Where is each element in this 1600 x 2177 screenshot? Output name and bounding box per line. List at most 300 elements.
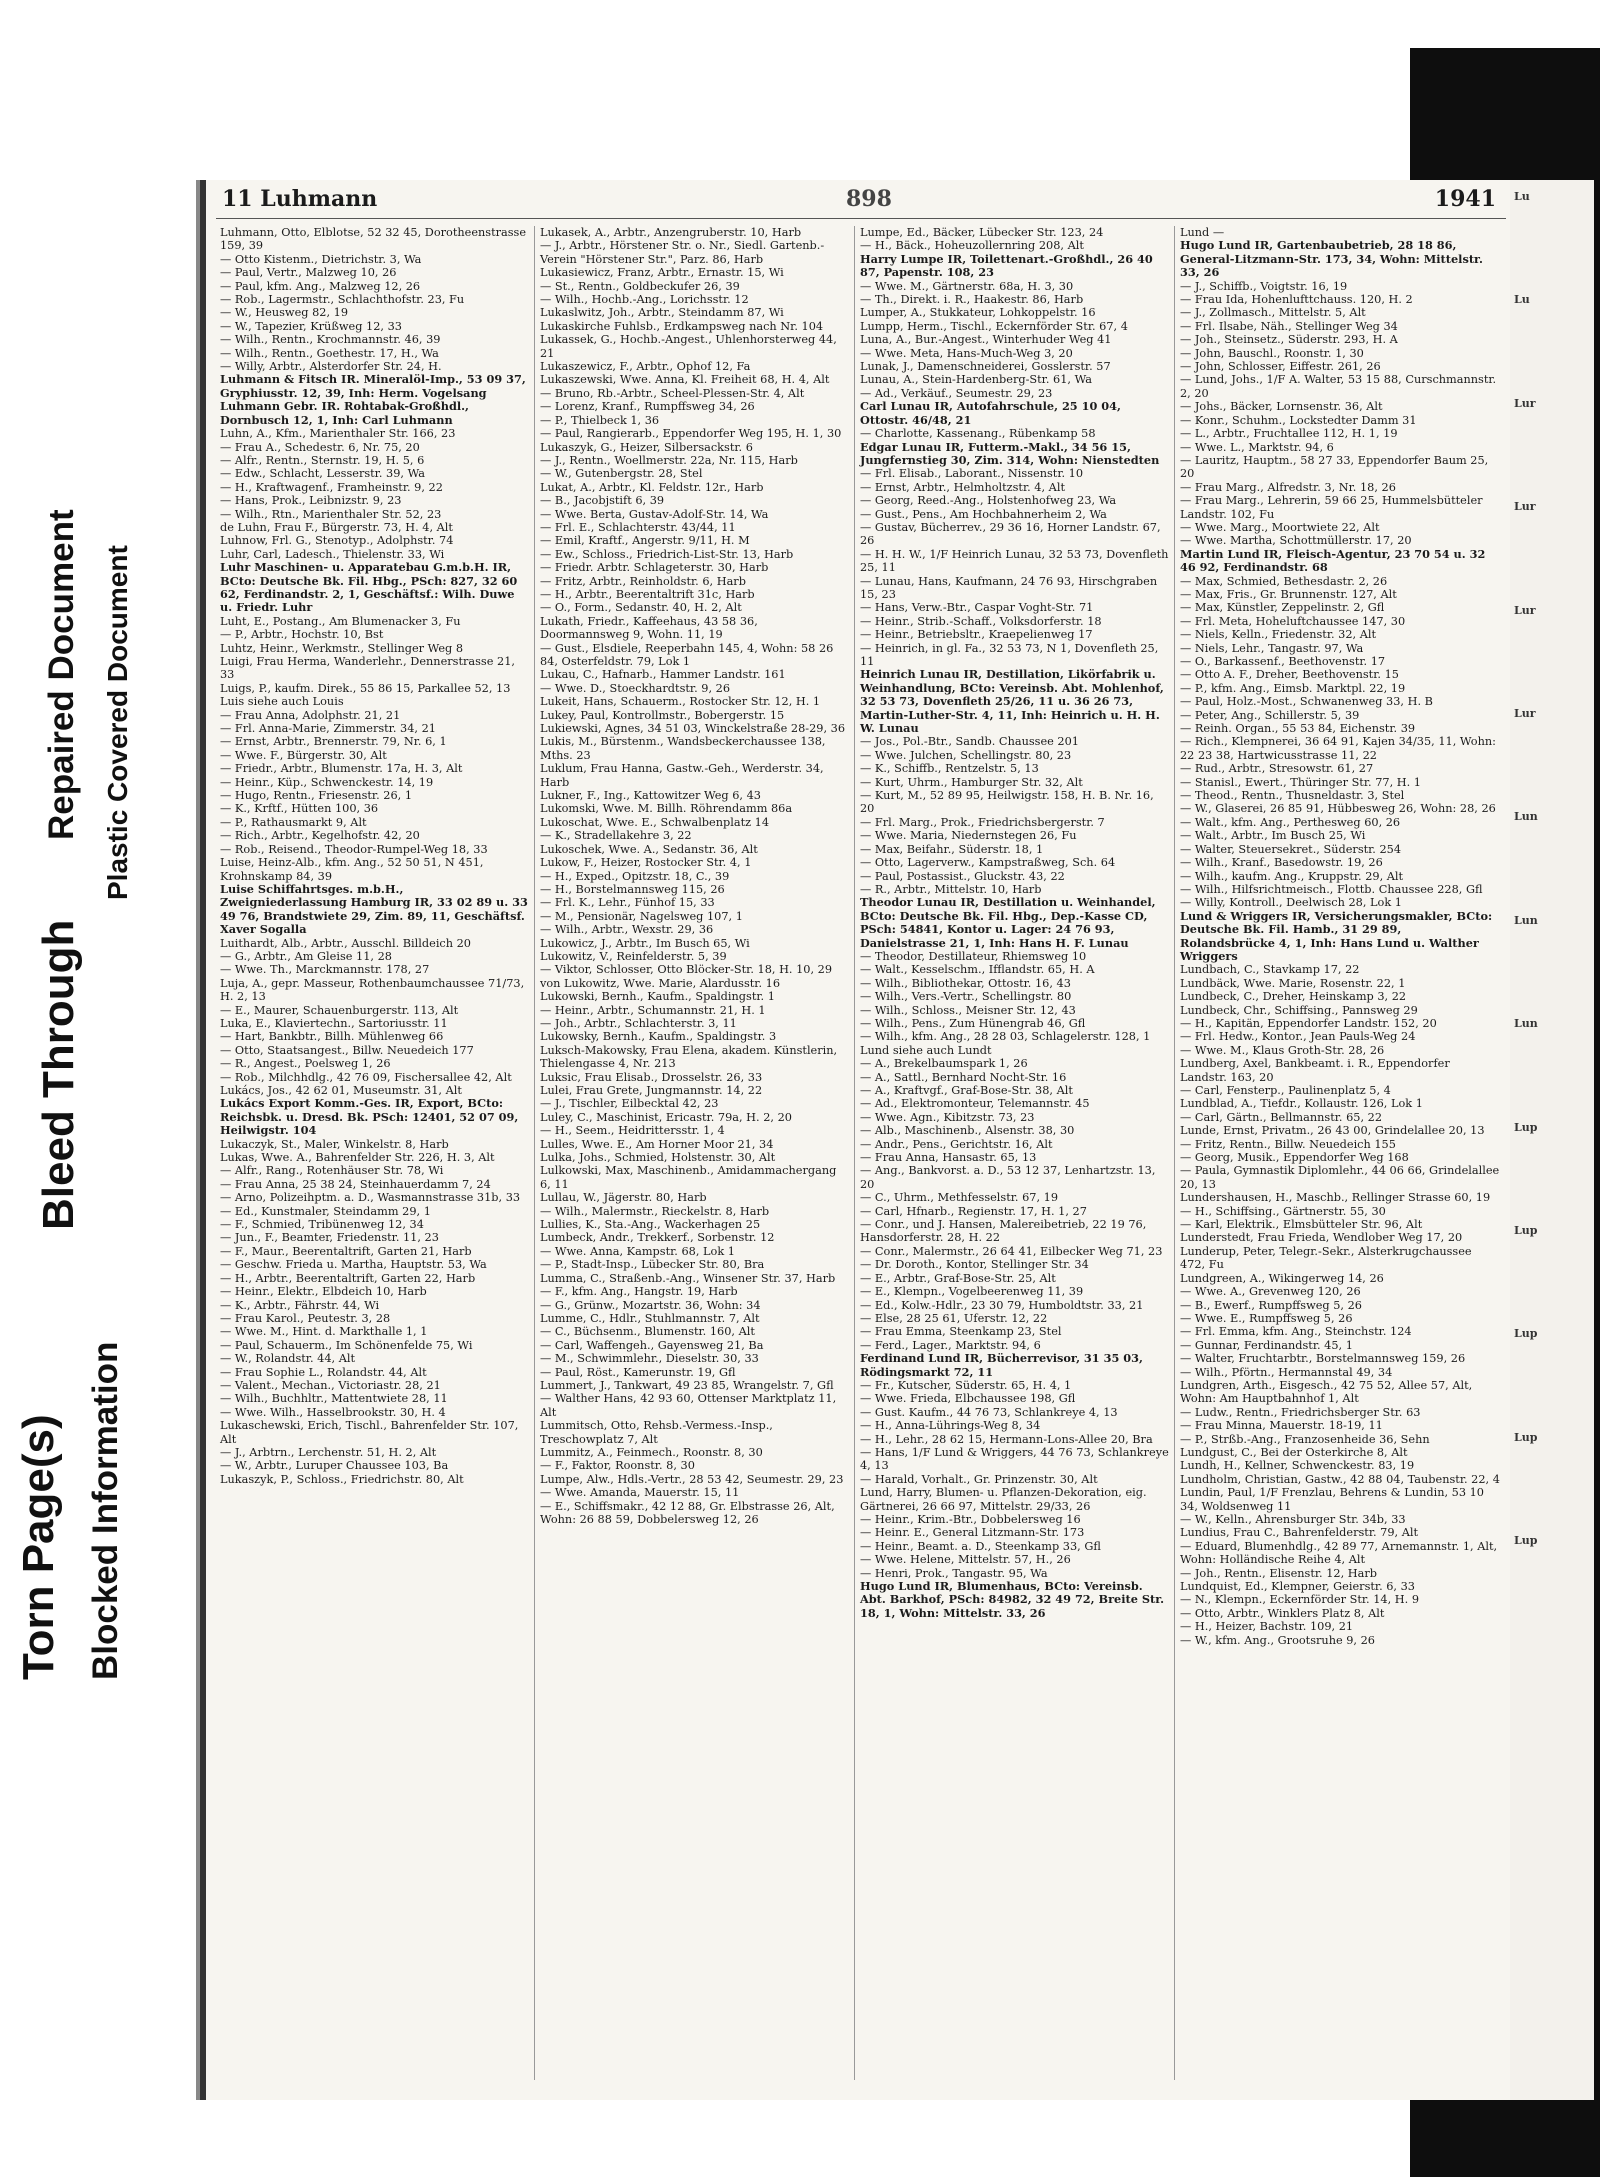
directory-entry: — Paul, Vertr., Malzweg 10, 26	[220, 266, 397, 280]
directory-entry: Luhr Maschinen- u. Apparatebau G.m.b.H. IR, BCto: Deutsche Bk. Fil. Hbg., PSch: 827, 32 60 62, Ferdinandstr. 2, 1, Geschäftsf.: Wilh. Duwe u. Friedr. Luhr	[220, 560, 518, 615]
directory-entry: — Frl. E., Schlachterstr. 43/44, 11	[540, 520, 736, 534]
directory-entry: — P., Rathausmarkt 9, Alt	[220, 815, 367, 829]
directory-entry: — Heinr., Krim.-Btr., Dobbelersweg 16	[860, 1513, 1081, 1526]
directory-entry: — Max, Schmied, Bethesdastr. 2, 26	[1180, 574, 1388, 588]
directory-entry: Lumme, C., Hdlr., Stuhlmannstr. 7, Alt	[540, 1311, 760, 1325]
directory-entry: — J., Zollmasch., Mittelstr. 5, Alt	[1180, 306, 1366, 320]
directory-entry: von Lukowitz, Wwe. Marie, Alardusstr. 16	[540, 976, 781, 990]
directory-entry: — John, Bauschl., Roonstr. 1, 30	[1180, 346, 1364, 360]
label-plastic-covered: Plastic Covered Document	[102, 545, 133, 900]
directory-entry: — H., Kraftwagenf., Framheinstr. 9, 22	[220, 480, 443, 494]
directory-entry: — H., Anna-Lührings-Weg 8, 34	[860, 1419, 1041, 1433]
directory-entry: — F., Maur., Beerentaltrift, Garten 21, Harb	[220, 1244, 472, 1258]
scan-condition-labels	[0, 260, 190, 2160]
directory-entry: — Ferd., Lager., Marktstr. 94, 6	[860, 1338, 1041, 1352]
directory-entry: — Wilh., Pens., Zum Hünengrab 46, Gfl	[860, 1016, 1086, 1030]
page-year: 1941	[1434, 186, 1496, 212]
directory-entry: — Otto Kistenm., Dietrichstr. 3, Wa	[220, 252, 422, 266]
directory-entry: — Otto, Lagerverw., Kampstraßweg, Sch. 64	[860, 856, 1116, 870]
directory-entry: — H., Bäck., Hoheuzollernring 208, Alt	[860, 239, 1084, 253]
directory-entry: — Heinr., Betriebsltr., Kraepelienweg 17	[860, 628, 1093, 642]
directory-entry: — Max, Fris., Gr. Brunnenstr. 127, Alt	[1180, 587, 1397, 601]
directory-entry: Luka, E., Klaviertechn., Sartoriusstr. 11	[220, 1016, 448, 1030]
directory-entry: — Gust. Kaufm., 44 76 73, Schlankreye 4, 13	[860, 1405, 1118, 1419]
directory-entry: Lunak, J., Damenschneiderei, Gosslerstr. 57	[860, 360, 1111, 374]
directory-entry: — Kurt, Uhrm., Hamburger Str. 32, Alt	[860, 775, 1083, 789]
directory-entry: — Hans, Verw.-Btr., Caspar Voght-Str. 71	[860, 601, 1094, 615]
directory-entry: Lummitz, A., Feinmech., Roonstr. 8, 30	[540, 1445, 763, 1459]
directory-entry: — H., Kapitän, Eppendorfer Landstr. 152, 20	[1180, 1016, 1437, 1030]
directory-entry: — Wwe. Frieda, Elbchaussee 198, Gfl	[860, 1392, 1076, 1406]
directory-entry: Luigs, P., kaufm. Direk., 55 86 15, Parkallee 52, 13	[220, 681, 511, 695]
directory-entry: — Frau Minna, Mauerstr. 18-19, 11	[1180, 1419, 1383, 1433]
directory-entry: — A., Sattl., Bernhard Nocht-Str. 16	[860, 1070, 1067, 1084]
directory-entry: Hugo Lund IR, Gartenbaubetrieb, 28 18 86, General-Litzmann-Str. 173, 34, Wohn: Mittelstr. 33, 26	[1180, 238, 1483, 280]
directory-entry: — J., Schiffb., Voigtstr. 16, 19	[1180, 279, 1348, 293]
directory-entry: — Gust., Pens., Am Hochbahnerheim 2, Wa	[860, 507, 1107, 521]
directory-entry: — C., Büchsenm., Blumenstr. 160, Alt	[540, 1325, 755, 1339]
directory-entry: — Wwe. M., Klaus Groth-Str. 28, 26	[1180, 1043, 1385, 1057]
directory-entry: Lumpe, Alw., Hdls.-Vertr., 28 53 42, Seumestr. 29, 23	[540, 1472, 844, 1486]
directory-entry: Lumper, A., Stukkateur, Lohkoppelstr. 16	[860, 306, 1096, 320]
directory-entry: — H., Lehr., 28 62 15, Hermann-Lons-Allee 20, Bra	[860, 1432, 1153, 1446]
directory-entry: Lundholm, Christian, Gastw., 42 88 04, Taubenstr. 22, 4	[1180, 1472, 1500, 1486]
directory-entry: — Wilh., Rtn., Marienthaler Str. 52, 23	[220, 507, 442, 521]
directory-entry: — Henri, Prok., Tangastr. 95, Wa	[860, 1566, 1048, 1580]
directory-entry: — Rich., Klempnerei, 36 64 91, Kajen 34/35, 11, Wohn: 22 23 38, Hartwicusstrasse 11, 22	[1180, 735, 1496, 762]
directory-entry: — O., Barkassenf., Beethovenstr. 17	[1180, 655, 1386, 668]
directory-entry: — Rob., Milchhdlg., 42 76 09, Fischersallee 42, Alt	[220, 1070, 512, 1084]
directory-entry: — Wwe. Maria, Niedernstegen 26, Fu	[860, 829, 1077, 843]
directory-entry: Lukaszewski, Wwe. Anna, Kl. Freiheit 68, H. 4, Alt	[540, 373, 830, 387]
directory-entry: — Hart, Bankbtr., Billh. Mühlenweg 66	[220, 1030, 444, 1044]
adjacent-page-fragment: Lu	[1514, 190, 1530, 203]
directory-entry: — F., Schmied, Tribünenweg 12, 34	[220, 1218, 424, 1232]
directory-entry: — Willy, Kontroll., Deelwisch 28, Lok 1	[1180, 896, 1402, 910]
directory-entry: — Walter, Steuersekret., Süderstr. 254	[1180, 842, 1402, 856]
directory-entry: Lukowsky, Bernh., Kaufm., Spaldingstr. 3	[540, 1030, 777, 1044]
directory-column-4	[1176, 226, 1504, 2080]
directory-entry: — Lunau, Hans, Kaufmann, 24 76 93, Hirschgraben 15, 23	[860, 574, 1158, 601]
directory-entry: Lundblad, A., Tiefdr., Kollaustr. 126, Lok 1	[1180, 1097, 1423, 1111]
directory-entry: — Andr., Pens., Gerichtstr. 16, Alt	[860, 1137, 1053, 1151]
directory-entry: Lundh, H., Kellner, Schwenckestr. 83, 19	[1180, 1459, 1415, 1473]
directory-entry: — E., Schiffsmakr., 42 12 88, Gr. Elbstrasse 26, Alt, Wohn: 26 88 59, Dobbelersweg 12, 26	[540, 1499, 835, 1526]
directory-entry: — Carl, Fensterp., Paulinenplatz 5, 4	[1180, 1084, 1391, 1097]
directory-entry: — Paul, Holz.-Most., Schwanenweg 33, H. B	[1180, 695, 1433, 709]
directory-entry: Ferdinand Lund IR, Bücherrevisor, 31 35 03, Rödingsmarkt 72, 11	[860, 1351, 1143, 1379]
adjacent-page-fragment: Lu	[1514, 293, 1530, 307]
directory-entry: — Wilh., Hilfsrichtmeisch., Flottb. Chaussee 228, Gfl	[1180, 882, 1483, 896]
directory-entry: — Max, Künstler, Zeppelinstr. 2, Gfl	[1180, 601, 1385, 615]
directory-entry: — Fritz, Arbtr., Reinholdstr. 6, Harb	[540, 574, 746, 588]
directory-entry: — Max, Beifahr., Süderstr. 18, 1	[860, 842, 1044, 856]
directory-entry: — Paul, kfm. Ang., Malzweg 12, 26	[220, 279, 421, 293]
directory-entry: — Wilh., Kranf., Basedowstr. 19, 26	[1180, 856, 1383, 870]
directory-entry: — P., kfm. Ang., Eimsb. Marktpl. 22, 19	[1180, 681, 1406, 695]
directory-entry: — Hugo, Rentn., Friesenstr. 26, 1	[220, 789, 413, 803]
directory-entry: — Fritz, Rentn., Billw. Neuedeich 155	[1180, 1137, 1396, 1151]
directory-entry: Luklum, Frau Hanna, Gastw.-Geh., Werderstr. 34, Harb	[540, 762, 824, 789]
directory-entry: — Johs., Bäcker, Lornsenstr. 36, Alt	[1180, 400, 1383, 414]
directory-entry: — Theod., Rentn., Thusneldastr. 3, Stel	[1180, 789, 1405, 803]
directory-entry: Lundbäck, Wwe. Marie, Rosenstr. 22, 1	[1180, 976, 1406, 990]
directory-entry: Lukomski, Wwe. M. Billh. Röhrendamm 86a	[540, 802, 793, 816]
directory-entry: — H., Borstelmannsweg 115, 26	[540, 882, 725, 896]
directory-entry: Lummitsch, Otto, Rehsb.-Vermess.-Insp., Treschowplatz 7, Alt	[540, 1419, 773, 1446]
directory-entry: — Frau Sophie L., Rolandstr. 44, Alt	[220, 1365, 427, 1379]
directory-entry: — Georg, Musik., Eppendorfer Weg 168	[1180, 1151, 1409, 1165]
directory-entry: — C., Uhrm., Methfesselstr. 67, 19	[860, 1191, 1059, 1205]
directory-entry: — Eduard, Blumenhdlg., 42 89 77, Arnemannstr. 1, Alt, Wohn: Holländische Reihe 4, Alt	[1180, 1539, 1498, 1567]
directory-entry: — E., Arbtr., Graf-Bose-Str. 25, Alt	[860, 1271, 1056, 1285]
directory-entry: Luhtz, Heinr., Werkmstr., Stellinger Weg 8	[220, 641, 464, 655]
directory-entry: — Paul, Schauerm., Im Schönenfelde 75, Wi	[220, 1338, 473, 1352]
directory-entry: — Frau Karol., Peutestr. 3, 28	[220, 1311, 391, 1325]
directory-entry: Luksic, Frau Elisab., Drosselstr. 26, 33	[540, 1070, 763, 1084]
directory-entry: — J., Arbtrn., Lerchenstr. 51, H. 2, Alt	[220, 1445, 437, 1459]
directory-entry: — Lorenz, Kranf., Rumpffsweg 34, 26	[540, 400, 755, 414]
directory-entry: — Jos., Pol.-Btr., Sandb. Chaussee 201	[860, 735, 1079, 749]
adjacent-page-fragment: Lun	[1514, 913, 1538, 927]
directory-entry: — Valent., Mechan., Victoriastr. 28, 21	[220, 1378, 441, 1392]
directory-entry: Lulkowski, Max, Maschinenb., Amidammachergang 6, 11	[540, 1164, 837, 1191]
directory-entry: Lundgust, C., Bei der Osterkirche 8, Alt	[1180, 1445, 1408, 1459]
directory-entry: — Friedr., Arbtr., Blumenstr. 17a, H. 3, Alt	[220, 762, 463, 776]
directory-entry: — Paula, Gymnastik Diplomlehr., 44 06 66, Grindelallee 20, 13	[1180, 1164, 1500, 1191]
directory-entry: — Frl. K., Lehr., Fünhof 15, 33	[540, 896, 715, 910]
directory-entry: — K., Schiffb., Rentzelstr. 5, 13	[860, 762, 1039, 776]
directory-entry: — Ew., Schloss., Friedrich-List-Str. 13, Harb	[540, 547, 794, 561]
directory-entry: Lullies, K., Sta.-Ang., Wackerhagen 25	[540, 1218, 761, 1232]
directory-entry: — Walter, Fruchtarbtr., Borstelmannsweg 159, 26	[1180, 1352, 1466, 1366]
directory-entry: — Frau Anna, Hansastr. 65, 13	[860, 1151, 1037, 1165]
directory-entry: — Wwe. Meta, Hans-Much-Weg 3, 20	[860, 346, 1073, 360]
directory-entry: — Wilh., Rentn., Krochmannstr. 46, 39	[220, 333, 441, 347]
directory-entry: Luhmann Gebr. IR. Rohtabak-Großhdl., Dornbusch 12, 1, Inh: Carl Luhmann	[220, 399, 469, 427]
directory-entry: — Frau Anna, Adolphstr. 21, 21	[220, 708, 401, 722]
directory-entry: — W., Arbtr., Luruper Chaussee 103, Ba	[220, 1459, 449, 1473]
directory-entry: Lukoschat, Wwe. E., Schwalbenplatz 14	[540, 815, 770, 829]
directory-entry: — Paul, Postassist., Gluckstr. 43, 22	[860, 869, 1065, 883]
directory-entry: — Ernst, Arbtr., Helmholtzstr. 4, Alt	[860, 480, 1065, 494]
directory-entry: — Wwe. Martha, Schottmüllerstr. 17, 20	[1180, 534, 1412, 548]
directory-entry: Lullau, W., Jägerstr. 80, Harb	[540, 1191, 707, 1205]
directory-entry: — H., Arbtr., Beerentaltrift, Garten 22, Harb	[220, 1271, 476, 1285]
directory-entry: — Wilh., kaufm. Ang., Kruppstr. 29, Alt	[1180, 869, 1404, 883]
directory-entry: — K., Stradellakehre 3, 22	[540, 829, 692, 843]
directory-entry: Luksch-Makowsky, Frau Elena, akadem. Künstlerin, Thielengasse 4, Nr. 213	[540, 1043, 838, 1071]
label-repaired-document: Repaired Document	[42, 509, 81, 840]
directory-entry: — W., Gutenbergstr. 28, Stel	[540, 467, 703, 481]
directory-entry: Lukaschewski, Erich, Tischl., Bahrenfelder Str. 107, Alt	[220, 1419, 519, 1446]
adjacent-page-fragment: Lur	[1514, 603, 1536, 617]
directory-entry: — P., Stadt-Insp., Lübecker Str. 80, Bra	[540, 1258, 765, 1272]
directory-entry: — G., Arbtr., Am Gleise 11, 28	[220, 949, 392, 963]
directory-entry: — H., Schiffsing., Gärtnerstr. 55, 30	[1180, 1204, 1386, 1218]
directory-entry: Lukaszewicz, F., Arbtr., Ophof 12, Fa	[540, 360, 751, 374]
directory-entry: — John, Schlosser, Eiffestr. 261, 26	[1180, 360, 1381, 374]
adjacent-page-fragment: Lur	[1514, 396, 1536, 410]
adjacent-page-fragment: Lup	[1514, 1534, 1538, 1548]
directory-entry: — Hans, 1/F Lund & Wriggers, 44 76 73, Schlankreye 4, 13	[860, 1445, 1169, 1473]
directory-entry: — Heinr., Elektr., Elbdeich 10, Harb	[220, 1285, 427, 1299]
directory-entry: — W., Rolandstr. 44, Alt	[220, 1352, 356, 1366]
directory-entry: — Rob., Lagermstr., Schlachthofstr. 23, Fu	[220, 293, 465, 307]
directory-entry: — Joh., Arbtr., Schlachterstr. 3, 11	[540, 1016, 737, 1030]
directory-entry: Lundquist, Ed., Klempner, Geierstr. 6, 33	[1180, 1580, 1415, 1594]
directory-entry: — G., Grünw., Mozartstr. 36, Wohn: 34	[540, 1298, 761, 1312]
directory-entry: Luhmann & Fitsch IR. Mineralöl-Imp., 53 09 37, Gryphiusstr. 12, 39, Inh: Herm. Vogelsang	[220, 372, 526, 400]
directory-entry: Lukaczyk, St., Maler, Winkelstr. 8, Harb	[220, 1137, 449, 1151]
directory-entry: — Wilh., Buchhltr., Mattentwiete 28, 11	[220, 1392, 448, 1406]
directory-entry: — Alfr., Rang., Rotenhäuser Str. 78, Wi	[220, 1164, 444, 1178]
directory-entry: — Frl. Elisab., Laborant., Nissenstr. 10	[860, 467, 1084, 481]
directory-entry: — R., Arbtr., Mittelstr. 10, Harb	[860, 882, 1042, 896]
directory-entry: Lukács Export Komm.-Ges. IR, Export, BCto: Reichsbk. u. Dresd. Bk. PSch: 12401, 52 07 09, Heilwigstr. 104	[220, 1096, 519, 1138]
directory-entry: — Walt., kfm. Ang., Perthesweg 60, 26	[1180, 815, 1401, 829]
directory-entry: — St., Rentn., Goldbeckufer 26, 39	[540, 279, 740, 293]
directory-entry: — Viktor, Schlosser, Otto Blöcker-Str. 18, H. 10, 29	[540, 963, 833, 977]
directory-entry: Lumpe, Ed., Bäcker, Lübecker Str. 123, 24	[860, 226, 1104, 239]
directory-entry: Luigi, Frau Herma, Wanderlehr., Dennerstrasse 21, 33	[220, 655, 515, 682]
directory-entry: — Heinr., Beamt. a. D., Steenkamp 33, Gfl	[860, 1539, 1101, 1553]
directory-entry: — W., kfm. Ang., Grootsruhe 9, 26	[1180, 1633, 1375, 1647]
directory-entry: — Wwe. Agn., Kibitzstr. 73, 23	[860, 1110, 1035, 1124]
directory-entry: — Conr., und J. Hansen, Malereibetrieb, 22 19 76, Hansdorferstr. 28, H. 22	[860, 1218, 1147, 1245]
directory-entry: — Rob., Reisend., Theodor-Rumpel-Weg 18, 33	[220, 842, 488, 856]
directory-entry: — Wilh., Pförtn., Hermannstal 49, 34	[1180, 1365, 1393, 1379]
directory-entry: — Carl, Waffengeh., Gayensweg 21, Ba	[540, 1338, 764, 1352]
directory-entry: — Frl. Marg., Prok., Friedrichsbergerstr. 7	[860, 815, 1105, 829]
directory-entry: — Else, 28 25 61, Uferstr. 12, 22	[860, 1311, 1048, 1325]
adjacent-page-fragment: Lur	[1514, 707, 1536, 721]
adjacent-page-fragment: Lup	[1514, 1120, 1538, 1134]
directory-entry: — Lund, Johs., 1/F A. Walter, 53 15 88, Curschmannstr. 2, 20	[1180, 373, 1497, 400]
directory-entry: — Ernst, Arbtr., Brennerstr. 79, Nr. 6, 1	[220, 735, 447, 749]
directory-entry: Lund siehe auch Lundt	[860, 1043, 992, 1057]
directory-entry: — Frau Ida, Hohenlufttchauss. 120, H. 2	[1180, 293, 1413, 307]
directory-entry: Lukowski, Bernh., Kaufm., Spaldingstr. 1	[540, 990, 775, 1004]
adjacent-page-fragment: Lup	[1514, 1224, 1538, 1238]
directory-entry: — Frl. Meta, Hoheluftchaussee 147, 30	[1180, 614, 1406, 628]
directory-entry: Lukow, F., Heizer, Rostocker Str. 4, 1	[540, 856, 752, 870]
directory-entry: Lukey, Paul, Kontrollmstr., Bobergerstr. 15	[540, 708, 785, 722]
directory-entry: — Frl. Anna-Marie, Zimmerstr. 34, 21	[220, 722, 436, 736]
directory-entry: Lundershausen, H., Maschb., Rellinger Strasse 60, 19	[1180, 1191, 1491, 1205]
directory-entry: — Harald, Vorhalt., Gr. Prinzenstr. 30, Alt	[860, 1472, 1098, 1486]
directory-entry: Lukoschek, Wwe. A., Sedanstr. 36, Alt	[540, 842, 758, 856]
directory-entry: Lummert, J., Tankwart, 49 23 85, Wrangelstr. 7, Gfl	[540, 1378, 834, 1392]
directory-entry: — Wilh., Rentn., Goethestr. 17, H., Wa	[220, 346, 439, 360]
directory-entry: — Joh., Steinsetz., Süderstr. 293, H. A	[1180, 333, 1398, 347]
directory-entry: — Ed., Kunstmaler, Steindamm 29, 1	[220, 1204, 431, 1218]
directory-entry: — Konr., Schuhm., Lockstedter Damm 31	[1180, 413, 1417, 427]
directory-entry: Lumbeck, Andr., Trekkerf., Sorbenstr. 12	[540, 1231, 775, 1245]
directory-entry: Luhmann, Otto, Elblotse, 52 32 45, Dorotheenstrasse 159, 39	[220, 226, 527, 253]
directory-entry: — H., Arbtr., Beerentaltrift 31c, Harb	[540, 587, 755, 601]
label-blocked-information: Blocked Information	[86, 1341, 125, 1680]
directory-entry: — Wilh., Arbtr., Wexstr. 29, 36	[540, 923, 714, 937]
directory-entry: — Niels, Kelln., Friedenstr. 32, Alt	[1180, 628, 1377, 642]
directory-entry: — Wwe. Helene, Mittelstr. 57, H., 26	[860, 1553, 1071, 1567]
directory-entry: — Ad., Elektromonteur, Telemannstr. 45	[860, 1097, 1090, 1111]
directory-entry: Lundberg, Axel, Bankbeamt. i. R., Eppendorfer Landstr. 163, 20	[1180, 1057, 1450, 1084]
directory-entry: — Gunnar, Ferdinandstr. 45, 1	[1180, 1338, 1353, 1352]
directory-entry: — Wwe. Julchen, Schellingstr. 80, 23	[860, 748, 1072, 762]
directory-entry: Lumma, C., Straßenb.-Ang., Winsener Str. 37, Harb	[540, 1271, 836, 1285]
directory-entry: Carl Lunau IR, Autofahrschule, 25 10 04, Ottostr. 46/48, 21	[860, 399, 1121, 427]
directory-entry: — Geschw. Frieda u. Martha, Hauptstr. 53, Wa	[220, 1258, 487, 1272]
directory-entry: Harry Lumpe IR, Toilettenart.-Großhdl., 26 40 87, Papenstr. 108, 23	[860, 251, 1153, 280]
directory-entry: — W., Heusweg 82, 19	[220, 306, 349, 320]
directory-entry: — Ad., Verkäuf., Seumestr. 29, 23	[860, 386, 1053, 400]
directory-column-3	[856, 226, 1175, 2080]
directory-entry: — Frau Anna, 25 38 24, Steinhauerdamm 7, 24	[220, 1177, 491, 1191]
directory-entry: — Frau A., Schedestr. 6, Nr. 75, 20	[220, 440, 420, 454]
directory-entry: — Alb., Maschinenb., Alsenstr. 38, 30	[860, 1124, 1075, 1138]
directory-entry: — Wwe. Amanda, Mauerstr. 15, 11	[540, 1486, 740, 1500]
directory-entry: — Arno, Polizeihptm. a. D., Wasmannstrasse 31b, 33	[220, 1191, 521, 1205]
directory-entry: Lukaslwitz, Joh., Arbtr., Steindamm 87, Wi	[540, 306, 784, 320]
directory-entry: — Wwe. M., Gärtnerstr. 68a, H. 3, 30	[860, 279, 1074, 293]
directory-entry: Luja, A., gepr. Masseur, Rothenbaumchaussee 71/73, H. 2, 13	[220, 976, 525, 1004]
directory-entry: — Hans, Prok., Leibnizstr. 9, 23	[220, 494, 402, 508]
directory-entry: — Ang., Bankvorst. a. D., 53 12 37, Lenhartzstr. 13, 20	[860, 1164, 1156, 1191]
directory-entry: — Heinr., Strib.-Schaff., Volksdorferstr. 18	[860, 614, 1102, 628]
directory-entry: Luna, A., Bur.-Angest., Winterhuder Weg 41	[860, 333, 1112, 347]
directory-entry: Lunderstedt, Frau Frieda, Wendlober Weg 17, 20	[1180, 1231, 1463, 1245]
directory-entry: Lulka, Johs., Schmied, Holstenstr. 30, Alt	[540, 1151, 776, 1165]
directory-column-2	[536, 226, 855, 2080]
directory-entry: — Walther Hans, 42 93 60, Ottenser Marktplatz 11, Alt	[540, 1392, 837, 1419]
directory-entry: — Otto A. F., Dreher, Beethovenstr. 15	[1180, 668, 1399, 682]
directory-entry: — K., Arbtr., Fährstr. 44, Wi	[220, 1298, 380, 1312]
directory-entry: Lundbeck, C., Dreher, Heinskamp 3, 22	[1180, 990, 1407, 1004]
directory-entry: — Ed., Kolw.-Hdlr., 23 30 79, Humboldtstr. 33, 21	[860, 1298, 1144, 1312]
directory-entry: Lunderup, Peter, Telegr.-Sekr., Alsterkrugchaussee 472, Fu	[1180, 1244, 1472, 1272]
directory-entry: — Paul, Röst., Kamerunstr. 19, Gfl	[540, 1365, 736, 1379]
adjacent-page-fragment: Lun	[1514, 1017, 1538, 1031]
directory-entry: Lukat, A., Arbtr., Kl. Feldstr. 12r., Harb	[540, 480, 764, 494]
directory-entry: Luhr, Carl, Ladesch., Thielenstr. 33, Wi	[220, 547, 445, 561]
directory-entry: — H., Seem., Heidrittersstr. 1, 4	[540, 1124, 725, 1138]
directory-entry: — Wilh., Schloss., Meisner Str. 12, 43	[860, 1003, 1076, 1017]
directory-entry: — W., Kelln., Ahrensburger Str. 34b, 33	[1180, 1513, 1406, 1526]
directory-entry: Lukiewski, Agnes, 34 51 03, Winckelstraße 28-29, 36	[540, 722, 846, 736]
directory-entry: Lunau, A., Stein-Hardenberg-Str. 61, Wa	[860, 373, 1092, 387]
directory-entry: — Joh., Rentn., Elisenstr. 12, Harb	[1180, 1566, 1378, 1580]
directory-entry: — R., Angest., Poelsweg 1, 26	[220, 1057, 391, 1071]
directory-entry: — W., Glaserei, 26 85 91, Hübbesweg 26, Wohn: 28, 26	[1180, 802, 1496, 816]
directory-entry: — Wilh., Malermstr., Rieckelstr. 8, Harb	[540, 1204, 770, 1218]
directory-entry: — Frl. Ilsabe, Näh., Stellinger Weg 34	[1180, 319, 1398, 333]
directory-entry: — Rud., Arbtr., Stresowstr. 61, 27	[1180, 762, 1374, 776]
directory-entry: — Gustav, Bücherrev., 29 36 16, Horner Landstr. 67, 26	[860, 520, 1161, 548]
directory-entry: Edgar Lunau IR, Futterm.-Makl., 34 56 15, Jungfernstieg 30, Zim. 314, Wohn: Nienstedten	[860, 439, 1160, 467]
directory-entry: Lukasek, A., Arbtr., Anzengruberstr. 10, Harb	[540, 226, 802, 239]
page-number: 898	[846, 186, 892, 212]
directory-entry: — Otto, Arbtr., Winklers Platz 8, Alt	[1180, 1606, 1385, 1620]
directory-entry: — Heinr. E., General Litzmann-Str. 173	[860, 1526, 1085, 1540]
adjacent-page-strip	[1510, 180, 1594, 2100]
label-torn-pages: Torn Page(s)	[14, 1414, 63, 1680]
directory-entry: de Luhn, Frau F., Bürgerstr. 73, H. 4, Alt	[220, 520, 453, 534]
directory-entry: — B., Ewerf., Rumpffsweg 5, 26	[1180, 1298, 1362, 1312]
directory-entry: — Jun., F., Beamter, Friedenstr. 11, 23	[220, 1231, 439, 1245]
directory-entry: — A., Kraftvgf., Graf-Bose-Str. 38, Alt	[860, 1084, 1073, 1097]
directory-entry: Martin Lund IR, Fleisch-Agentur, 23 70 54 u. 32 46 92, Ferdinandstr. 68	[1180, 546, 1486, 575]
directory-entry: — Wwe. M., Hint. d. Markthalle 1, 1	[220, 1325, 428, 1339]
directory-entry: — Wilh., Hochb.-Ang., Lorichsstr. 12	[540, 293, 749, 307]
directory-page	[200, 180, 1516, 2100]
directory-entry: — Frau Marg., Lehrerin, 59 66 25, Hummelsbütteler Landstr. 102, Fu	[1180, 494, 1483, 521]
directory-entry: Lundbeck, Chr., Schiffsing., Pannsweg 29	[1180, 1003, 1418, 1017]
directory-entry: — Frl. Emma, kfm. Ang., Steinchstr. 124	[1180, 1325, 1412, 1339]
directory-entry: — J., Arbtr., Hörstener Str. o. Nr., Siedl. Gartenb.-Verein "Hörstener Str.", Parz. 86, Harb	[540, 239, 825, 266]
directory-entry: Lukner, F., Ing., Kattowitzer Weg 6, 43	[540, 789, 761, 803]
directory-entry: — Lauritz, Hauptm., 58 27 33, Eppendorfer Baum 25, 20	[1180, 453, 1489, 481]
directory-entry: Lund —	[1180, 226, 1225, 239]
directory-entry: — Bruno, Rb.-Arbtr., Scheel-Plessen-Str. 4, Alt	[540, 386, 805, 400]
directory-entry: — Wilh., kfm. Ang., 28 28 03, Schlagelerstr. 128, 1	[860, 1030, 1151, 1044]
directory-entry: — P., Strßb.-Ang., Franzosenheide 36, Sehn	[1180, 1432, 1430, 1446]
directory-entry: Lukaskirche Fuhlsb., Erdkampsweg nach Nr. 104	[540, 319, 824, 333]
directory-entry: — Ludw., Rentn., Friedrichsberger Str. 63	[1180, 1405, 1421, 1419]
directory-entry: — Carl, Gärtn., Bellmannstr. 65, 22	[1180, 1110, 1383, 1124]
directory-entry: — Rich., Arbtr., Kegelhofstr. 42, 20	[220, 829, 420, 843]
directory-entry: Lumpp, Herm., Tischl., Eckernförder Str. 67, 4	[860, 319, 1128, 333]
directory-entry: Lund, Harry, Blumen- u. Pflanzen-Dekoration, eig. Gärtnerei, 26 66 97, Mittelstr. 29/33, 26	[860, 1486, 1147, 1513]
directory-entry: — F., kfm. Ang., Hangstr. 19, Harb	[540, 1285, 738, 1299]
directory-entry: Lukács, Jos., 42 62 01, Museumstr. 31, Alt	[220, 1084, 462, 1097]
adjacent-page-fragment: Lup	[1514, 1430, 1538, 1444]
directory-entry: — Heinr., Küp., Schwenckestr. 14, 19	[220, 775, 434, 789]
directory-entry: Lukowicz, J., Arbtr., Im Busch 65, Wi	[540, 936, 750, 950]
directory-entry: — J., Tischler, Eilbecktal 42, 23	[540, 1097, 719, 1111]
directory-entry: — Reinh. Organ., 55 53 84, Eichenstr. 39	[1180, 722, 1416, 736]
directory-entry: Lukas, Wwe. A., Bahrenfelder Str. 226, H. 3, Alt	[220, 1151, 495, 1165]
directory-entry: — Theodor, Destillateur, Rhiemsweg 10	[860, 949, 1087, 963]
directory-entry: Lukis, M., Bürstenm., Wandsbeckerchaussee 138, Mths. 23	[540, 735, 826, 762]
directory-entry: Luise, Heinz-Alb., kfm. Ang., 52 50 51, N 451, Krohnskamp 84, 39	[220, 856, 484, 883]
directory-entry: Theodor Lunau IR, Destillation u. Weinhandel, BCto: Deutsche Bk. Fil. Hbg., Dep.-Kasse CD, PSch: 54841, Kontor u. Lager: 24 76 93, Danielstrasse 21, 1, Inh: Hans H. F. Lunau	[860, 895, 1156, 950]
directory-entry: — H., Exped., Opitzstr. 18, C., 39	[540, 869, 730, 883]
directory-entry: Heinrich Lunau IR, Destillation, Likörfabrik u. Weinhandlung, BCto: Vereinsb. Abt. Mohlenhof, 32 53 73, Dovenfleth 25/26, 11 u. 36 26 73, Martin-Luther-Str. 4, 11, Inh: Heinrich u. H. H. W. Lunau	[860, 667, 1164, 736]
directory-entry: — Wwe. Anna, Kampstr. 68, Lok 1	[540, 1244, 735, 1258]
directory-entry: Lukaszyk, P., Schloss., Friedrichstr. 80, Alt	[220, 1472, 464, 1486]
directory-entry: — E., Klempn., Vogelbeerenweg 11, 39	[860, 1285, 1084, 1299]
directory-entry: — L., Arbtr., Fruchtallee 112, H. 1, 19	[1180, 427, 1398, 441]
directory-entry: — J., Rentn., Woellmerstr. 22a, Nr. 115, Harb	[540, 453, 798, 467]
directory-entry: — K., Krftf., Hütten 100, 36	[220, 802, 379, 816]
directory-entry: — M., Schwimmlehr., Dieselstr. 30, 33	[540, 1352, 759, 1366]
directory-entry: — Wwe. Marg., Moortwiete 22, Alt	[1180, 520, 1380, 534]
directory-entry: — Edw., Schlacht, Lesserstr. 39, Wa	[220, 467, 425, 481]
directory-entry: Luht, E., Postang., Am Blumenacker 3, Fu	[220, 614, 461, 628]
directory-entry: — Emil, Kraftf., Angerstr. 9/11, H. M	[540, 534, 750, 548]
directory-entry: Lunde, Ernst, Privatm., 26 43 00, Grindelallee 20, 13	[1180, 1124, 1485, 1138]
directory-entry: — Peter, Ang., Schillerstr. 5, 39	[1180, 708, 1360, 722]
directory-entry: Lukaszyk, G., Heizer, Silbersackstr. 6	[540, 440, 753, 454]
directory-entry: — Frl. Hedw., Kontor., Jean Pauls-Weg 24	[1180, 1030, 1416, 1044]
directory-entry: — Wwe. D., Stoeckhardtstr. 9, 26	[540, 681, 731, 695]
directory-entry: Lukowitz, V., Reinfelderstr. 5, 39	[540, 949, 727, 963]
directory-entry: — B., Jacobjstift 6, 39	[540, 494, 665, 508]
directory-entry: — Conr., Malermstr., 26 64 41, Eilbecker Weg 71, 23	[860, 1244, 1163, 1258]
directory-entry: — Wwe. L., Marktstr. 94, 6	[1180, 440, 1334, 454]
directory-entry: — Friedr. Arbtr. Schlageterstr. 30, Harb	[540, 561, 769, 575]
